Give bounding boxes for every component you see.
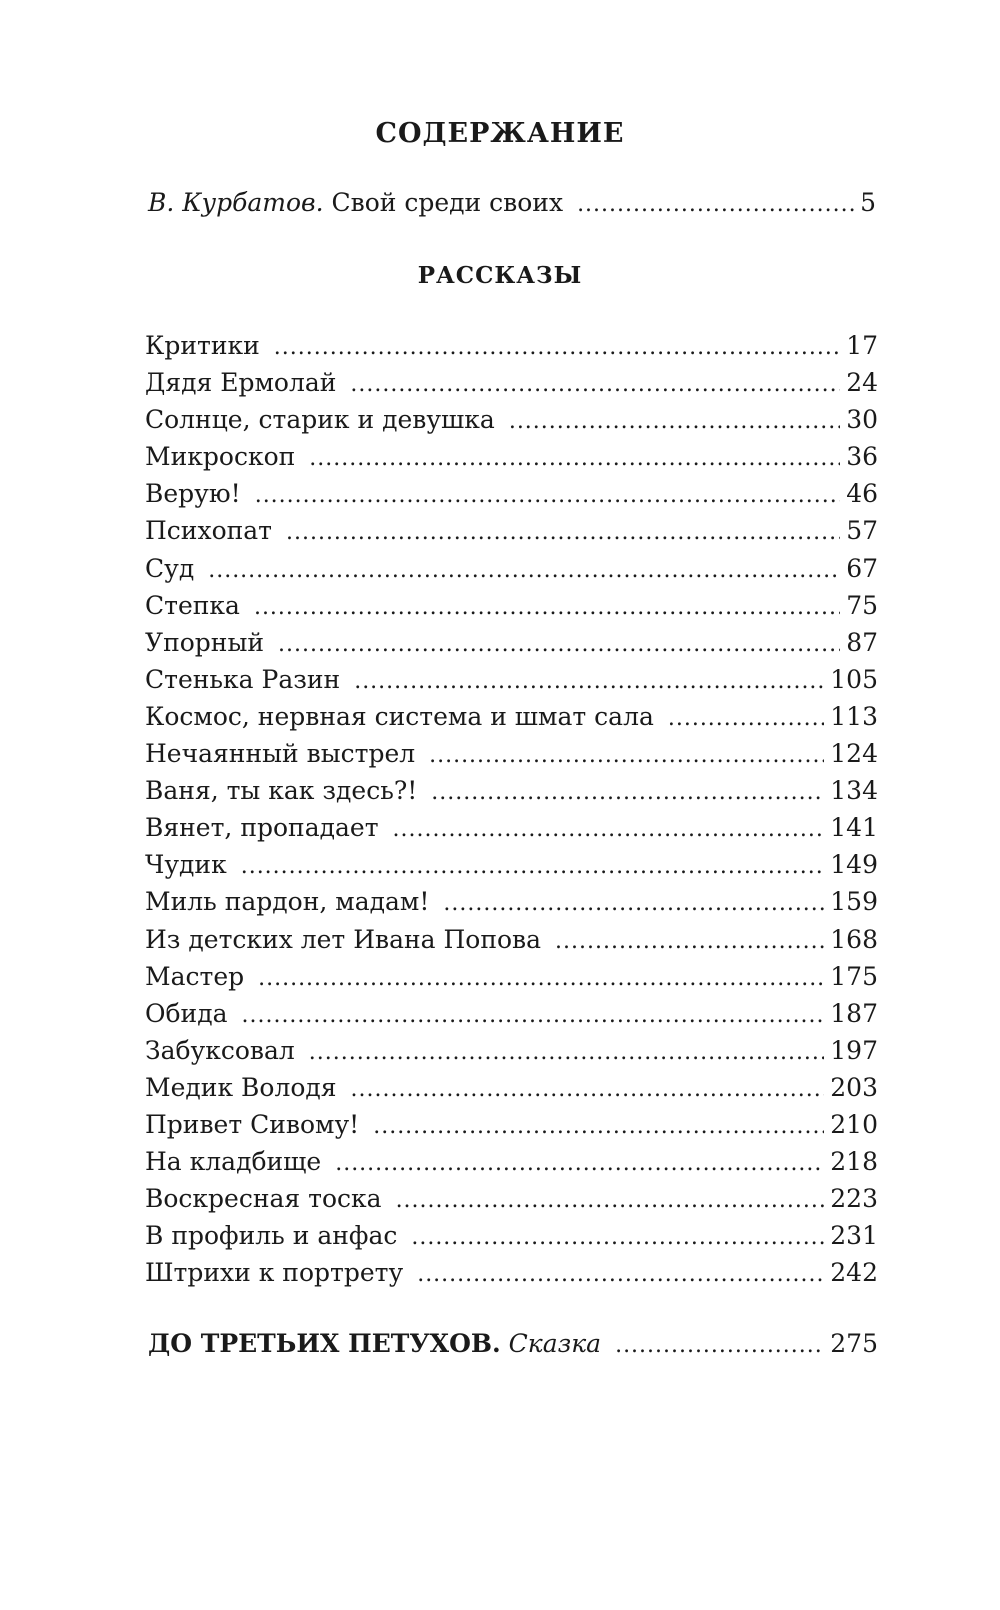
dot-leader <box>577 189 854 221</box>
dot-leader <box>309 440 840 477</box>
toc-entry-title: Медик Володя <box>145 1072 337 1102</box>
toc-entry-page: 203 <box>830 1072 878 1102</box>
dot-leader <box>417 1256 824 1293</box>
toc-entry <box>145 1106 878 1143</box>
toc-entry-page: 105 <box>830 664 878 694</box>
dot-leader <box>615 1330 824 1362</box>
toc-entry-title: Миль пардон, мадам! <box>145 887 430 917</box>
dot-leader <box>242 997 825 1034</box>
toc-entry-page: 124 <box>830 739 878 769</box>
stories-list <box>145 327 878 1291</box>
toc-entry-title: Обида <box>145 998 228 1028</box>
toc-entry-page: 75 <box>846 590 878 620</box>
toc-entry-page: 187 <box>830 998 878 1028</box>
toc-entry <box>145 661 878 698</box>
toc-entry-page: 30 <box>846 405 878 435</box>
dot-leader <box>555 923 824 960</box>
dot-leader <box>309 1034 825 1071</box>
dot-leader <box>286 514 840 551</box>
dot-leader <box>431 774 824 811</box>
toc-entry-page: 36 <box>846 442 878 472</box>
section-heading-stories: РАССКАЗЫ <box>417 262 583 289</box>
dot-leader <box>258 960 824 997</box>
toc-entry-title: Дядя Ермолай <box>145 368 337 398</box>
contents-heading: СОДЕРЖАНИЕ <box>375 118 625 149</box>
toc-entry-page: 197 <box>830 1035 878 1065</box>
toc-entry-genre: Сказка <box>508 1329 602 1358</box>
toc-entry-page: 141 <box>830 813 878 843</box>
dot-leader <box>373 1108 824 1145</box>
toc-entry-title-text: Свой среди своих <box>331 188 564 217</box>
toc-entry-title: Критики <box>145 331 260 360</box>
toc-entry <box>145 958 878 995</box>
dot-leader <box>393 811 825 848</box>
toc-entry-title: Верую! <box>145 479 241 509</box>
dot-leader <box>509 403 840 440</box>
dot-leader <box>335 1145 824 1182</box>
dot-leader <box>350 366 840 403</box>
toc-entry <box>145 364 878 401</box>
toc-entry-page: 46 <box>846 479 878 509</box>
toc-entry <box>145 550 878 587</box>
toc-entry-title: Привет Сивому! <box>145 1109 360 1139</box>
toc-entry-page: 231 <box>830 1221 878 1251</box>
toc-entry-page: 159 <box>830 887 878 917</box>
toc-entry <box>145 1217 878 1254</box>
toc-entry-page: 24 <box>846 368 878 398</box>
toc-entry <box>145 512 878 549</box>
dot-leader <box>429 737 824 774</box>
toc-entry-title: Нечаянный выстрел <box>145 739 416 769</box>
toc-entry-page: 17 <box>846 331 878 360</box>
toc-entry <box>145 587 878 624</box>
toc-entry <box>145 846 878 883</box>
toc-entry-intro <box>148 187 876 221</box>
toc-entry <box>145 438 878 475</box>
toc-entry-title <box>148 1328 601 1360</box>
toc-entry-title: Космос, нервная система и шмат сала <box>145 701 654 731</box>
toc-entry-page: 218 <box>830 1147 878 1177</box>
dot-leader <box>396 1182 825 1219</box>
dot-leader <box>254 589 840 626</box>
toc-entry-page: 223 <box>830 1184 878 1214</box>
toc-entry-title: Стенька Разин <box>145 664 341 694</box>
toc-entry <box>145 995 878 1032</box>
toc-entry-author: В. Курбатов. <box>148 188 324 217</box>
dot-leader <box>274 329 840 366</box>
toc-entry-title: Ваня, ты как здесь?! <box>145 776 418 806</box>
toc-entry-title: Мастер <box>145 961 245 991</box>
toc-entry-fairytale <box>148 1328 878 1362</box>
toc-entry <box>145 809 878 846</box>
toc-entry-title: Психопат <box>145 516 273 546</box>
toc-entry-title: На кладбище <box>145 1147 322 1177</box>
toc-entry-page: 275 <box>830 1329 878 1358</box>
toc-entry-title: Микроскоп <box>145 442 296 472</box>
toc-entry-title: Чудик <box>145 850 227 880</box>
toc-entry-title: Штрихи к портрету <box>145 1258 404 1288</box>
toc-entry <box>145 624 878 661</box>
dot-leader <box>668 700 824 737</box>
dot-leader <box>208 552 840 589</box>
toc-entry <box>145 735 878 772</box>
toc-entry <box>145 1180 878 1217</box>
toc-entry <box>145 772 878 809</box>
toc-entry-page: 149 <box>830 850 878 880</box>
toc-entry-page: 67 <box>846 553 878 583</box>
toc-entry-page: 113 <box>830 701 878 731</box>
toc-entry-title: Суд <box>145 553 195 583</box>
toc-entry-title: Солнце, старик и девушка <box>145 405 495 435</box>
toc-entry-page: 57 <box>846 516 878 546</box>
toc-entry <box>145 921 878 958</box>
toc-entry-title-text: ДО ТРЕТЬИХ ПЕТУХОВ. <box>148 1329 501 1358</box>
toc-entry-page: 175 <box>830 961 878 991</box>
toc-entry <box>145 1143 878 1180</box>
toc-entry-page: 242 <box>830 1258 878 1288</box>
toc-entry <box>145 1254 878 1291</box>
toc-entry <box>145 1032 878 1069</box>
toc-entry <box>145 1069 878 1106</box>
toc-entry-title <box>148 187 563 219</box>
toc-entry-title: Вянет, пропадает <box>145 813 379 843</box>
toc-entry-title: Забуксовал <box>145 1035 295 1065</box>
toc-entry-page: 5 <box>860 188 876 217</box>
toc-entry-page: 168 <box>830 924 878 954</box>
dot-leader <box>354 663 824 700</box>
toc-entry-title: Упорный <box>145 627 265 657</box>
toc-entry-page: 87 <box>846 627 878 657</box>
dot-leader <box>411 1219 824 1256</box>
dot-leader <box>443 885 824 922</box>
dot-leader <box>351 1071 825 1108</box>
dot-leader <box>278 626 840 663</box>
toc-entry <box>145 401 878 438</box>
toc-entry-title: Степка <box>145 590 240 620</box>
toc-entry <box>145 698 878 735</box>
toc-entry-title: Из детских лет Ивана Попова <box>145 924 542 954</box>
toc-entry <box>145 883 878 920</box>
toc-entry-page: 134 <box>830 776 878 806</box>
toc-entry <box>145 327 878 364</box>
dot-leader <box>241 848 825 885</box>
toc-entry-title: Воскресная тоска <box>145 1184 382 1214</box>
toc-entry-page: 210 <box>830 1109 878 1139</box>
toc-entry <box>145 475 878 512</box>
dot-leader <box>255 477 840 514</box>
toc-entry-title: В профиль и анфас <box>145 1221 398 1251</box>
